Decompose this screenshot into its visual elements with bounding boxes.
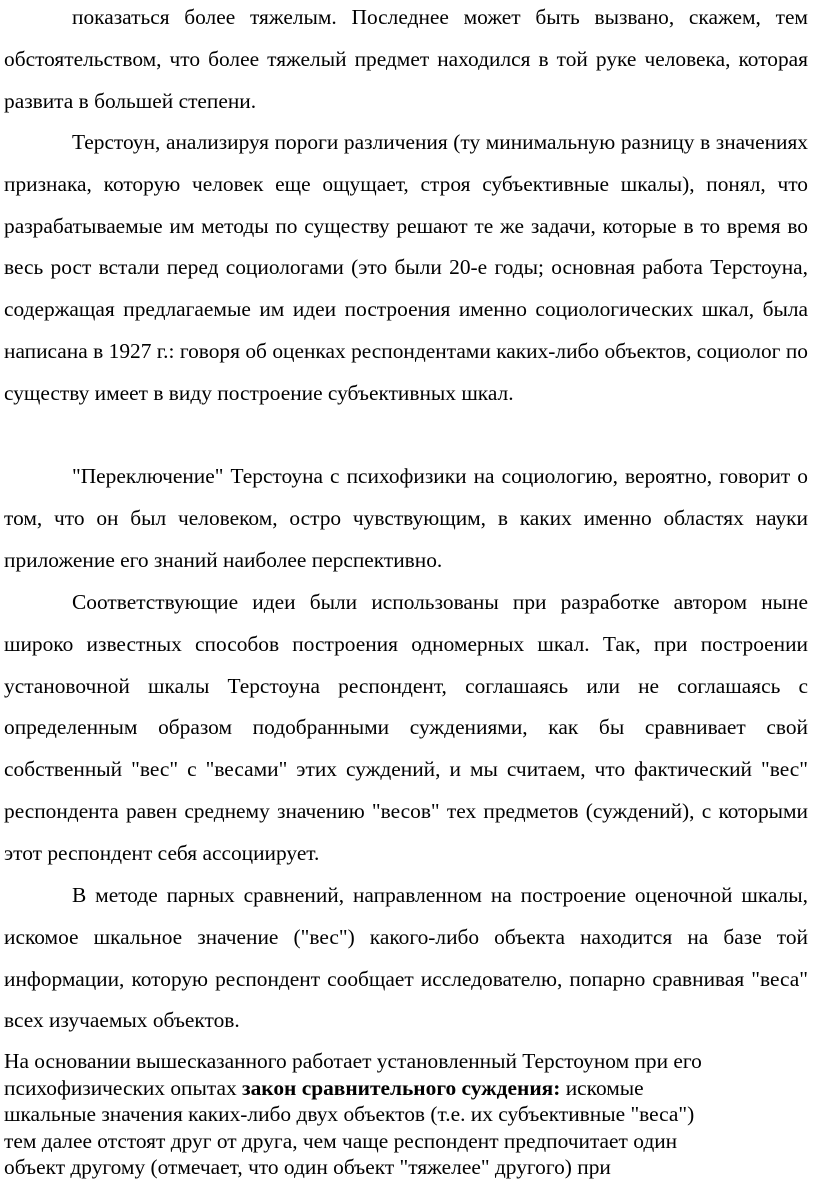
p4-line-1: Соответствующие идеи были использованы при разработке автором	[72, 590, 748, 614]
p6-line-4: тем далее отстоят друг от друга, чем чаще респондент предпочитает один	[4, 1128, 678, 1153]
p2-line-7: оценках респондентами каких-либо объектов, социолог по существу имеет в	[4, 338, 808, 405]
p2-line-8: виду построение субъективных шкал.	[168, 380, 514, 405]
p4-line-5: сравнивает свой собственный "вес" с "весами" этих суждений, и мы считаем,	[4, 715, 808, 782]
paragraph-6	[0, 1048, 800, 1181]
p4-line-2: ныне широко известных способов построения одномерных шкал. Так, при	[4, 590, 808, 656]
p6-line-3: шкальные значения каких-либо двух объектов (т.е. их субъективные "веса")	[4, 1102, 695, 1126]
p1-line-3: человека, которая развита в большей степени.	[4, 46, 809, 113]
p4-line-4: соглашаясь с определенным образом подобранными суждениями, как бы	[4, 673, 809, 740]
paragraph-4	[0, 582, 808, 875]
p3-line-2: говорит о том, что он был человеком, остро чувствующим, в каких именно	[4, 464, 808, 530]
p4-line-3: построении установочной шкалы Терстоуна респондент, соглашаясь или не	[4, 631, 808, 698]
p6-line-1: На основании вышесказанного работает установленный Терстоуном при его	[4, 1049, 702, 1073]
p4-line-6: что фактический "вес" респондента равен среднему значению "весов" тех	[4, 757, 808, 823]
p6-line-5: объект другому (отмечает, что один объект "тяжелее" другого) при	[4, 1155, 611, 1179]
p2-line-4: задачи, которые в то время во весь рост встали перед социологами (это были	[4, 213, 808, 280]
p3-line-3: областях науки приложение его знаний наиболее перспективно.	[4, 505, 808, 572]
law-term-bold: закон сравнительного суждения:	[242, 1075, 561, 1100]
paragraph-2	[0, 122, 808, 415]
p2-line-2: значениях признака, которую человек еще ощущает, строя субъективные	[4, 130, 808, 196]
p6-line-2-end: искомые	[560, 1075, 644, 1100]
paragraph-3	[0, 456, 808, 581]
p6-line-2-start: психофизических опытах	[4, 1075, 242, 1100]
p2-line-1: Терстоун, анализируя пороги различения (ту минимальную разницу в	[72, 130, 711, 154]
p2-line-3: шкалы), понял, что разрабатываемые им методы по существу решают те же	[4, 171, 808, 238]
p4-line-7: предметов (суждений), с которыми этот респондент себя ассоциирует.	[4, 798, 808, 865]
p5-line-4: сравнивая "веса" всех изучаемых объектов.	[4, 966, 808, 1033]
paragraph-5	[0, 875, 808, 1042]
paragraph-1	[0, 0, 808, 122]
p5-line-1: В методе парных сравнений, направленном на построение оценочной	[72, 883, 733, 907]
p5-line-3: базе той информации, которую респондент сообщает исследователю, попарно	[4, 924, 808, 991]
p5-line-2: шкалы, искомое шкальное значение ("вес") какого-либо объекта находится на	[4, 883, 808, 949]
p1-line-2: тем обстоятельством, что более тяжелый предмет находился в той руке	[4, 5, 808, 71]
p3-line-1: "Переключение" Терстоуна с психофизики на социологию, вероятно,	[72, 464, 713, 488]
p2-line-6: построения именно социологических шкал, была написана в 1927 г.: говоря об	[4, 297, 809, 363]
p2-line-5: 20-е годы; основная работа Терстоуна, содержащая предлагаемые им идеи	[4, 255, 808, 322]
p1-line-1: показаться более тяжелым. Последнее может быть вызвано, скажем,	[72, 5, 761, 29]
